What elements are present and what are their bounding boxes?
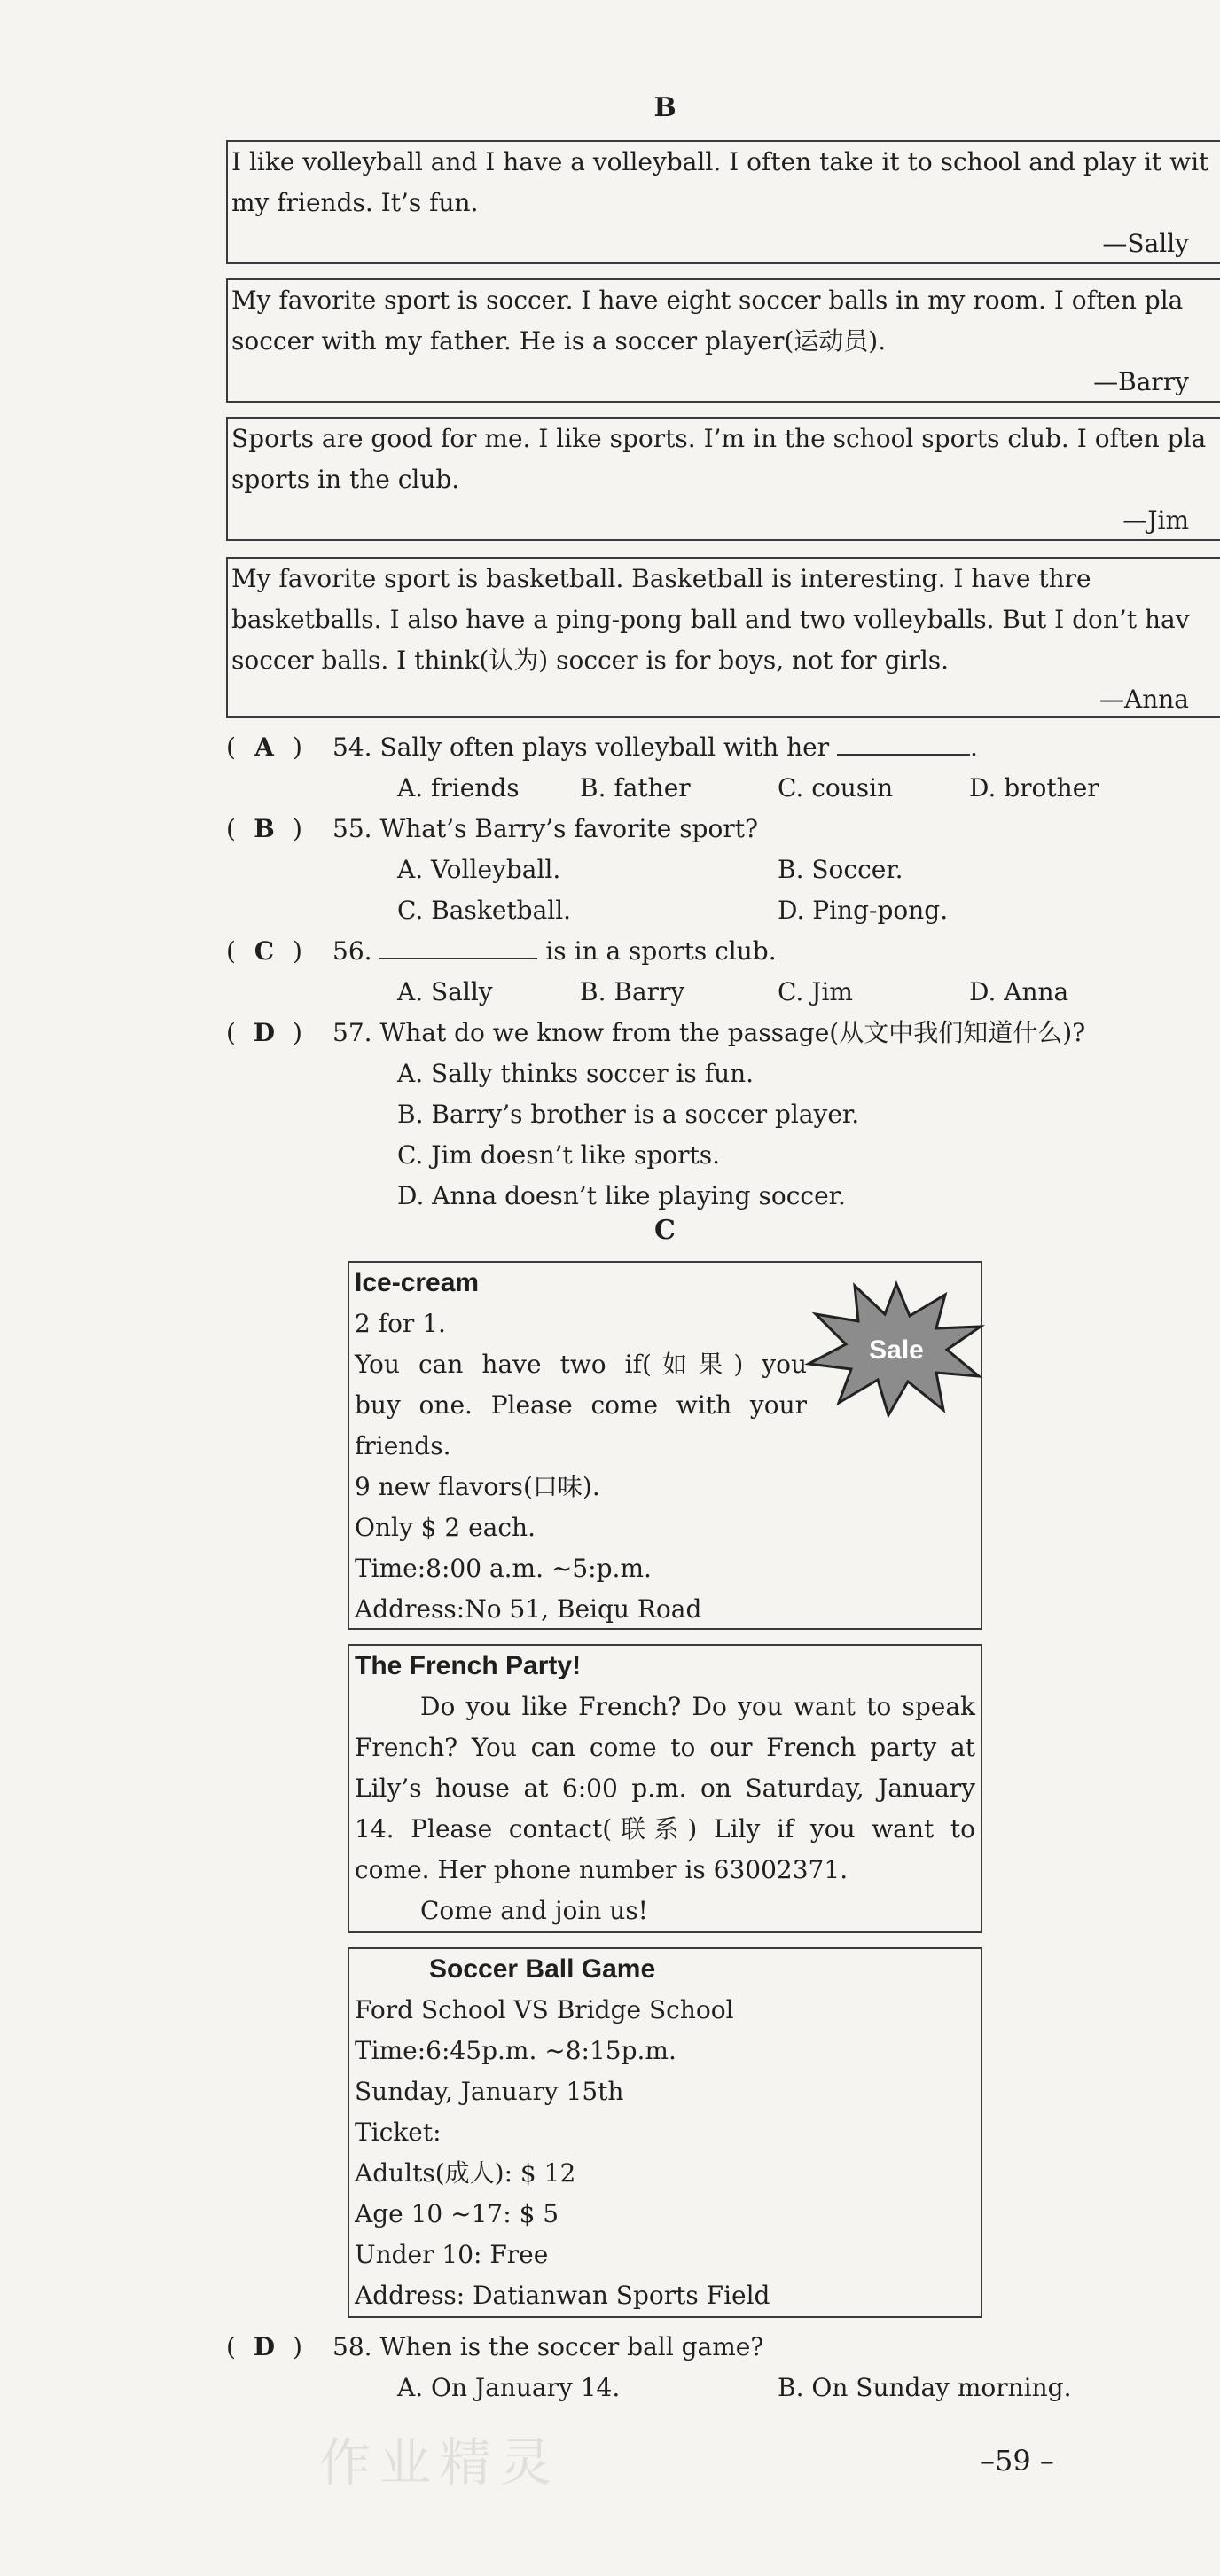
ad-line: Do you like French? Do you want to speak (420, 1692, 975, 1721)
ad-line: Age 10 ~17: $ 5 (355, 2199, 559, 2228)
option-d: D. brother (969, 773, 1099, 803)
question-text: What’s Barry’s favorite sport? (379, 814, 758, 843)
passage-author: —Barry (1093, 367, 1189, 396)
ad-line: friends. (355, 1431, 451, 1460)
ad-line: 2 for 1. (355, 1309, 446, 1338)
passage-author: —Anna (1099, 685, 1189, 714)
ad-line: Time:8:00 a.m. ~5:p.m. (355, 1554, 652, 1583)
option-b: B. Soccer. (778, 855, 903, 884)
answer-57: D (253, 1018, 276, 1047)
question-number: 58. (332, 2332, 372, 2361)
ad-line: come. Her phone number is 63002371. (355, 1855, 849, 1884)
ad-line: buy one. Please come with your (355, 1390, 807, 1420)
option-a: A. Sally (397, 977, 493, 1006)
question-number: 56. (332, 936, 372, 966)
passage-anna (226, 557, 1220, 718)
passage-line: My favorite sport is basketball. Basketball is interesting. I have thre (231, 564, 1091, 593)
ad-line: Under 10: Free (355, 2240, 549, 2269)
passage-line: my friends. It’s fun. (231, 188, 479, 217)
ad-line: Ford School VS Bridge School (355, 1995, 734, 2024)
option-c: C. cousin (778, 773, 894, 803)
ad-title: Ice-cream (355, 1268, 480, 1297)
option-b: B. Barry’s brother is a soccer player. (397, 1100, 860, 1129)
passage-line: Sports are good for me. I like sports. I’m in the school sports club. I often pla (231, 424, 1207, 453)
answer-58: D (253, 2332, 276, 2361)
option-c: C. Basketball. (397, 896, 572, 925)
question-58: ( D ) 58. When is the soccer ball game? (226, 2327, 763, 2368)
question-end: . (969, 732, 978, 762)
ad-line: Come and join us! (420, 1896, 648, 1925)
passage-line: I like volleyball and I have a volleyball. I often take it to school and play it wit (231, 147, 1209, 176)
answer-54: A (254, 732, 274, 762)
option-a: A. On January 14. (397, 2373, 621, 2402)
question-55: ( B ) 55. What’s Barry’s favorite sport? (226, 809, 758, 850)
passage-sally (226, 140, 1220, 264)
option-b: B. father (580, 773, 691, 803)
soccer-game-ad (348, 1947, 982, 2318)
ad-title: The French Party! (355, 1651, 582, 1680)
option-a: A. friends (397, 773, 520, 803)
option-b: B. On Sunday morning. (778, 2373, 1072, 2402)
ad-line: Adults(成人): $ 12 (355, 2158, 576, 2188)
passage-line: soccer with my father. He is a soccer player(运动员). (231, 326, 887, 356)
icecream-ad (348, 1261, 982, 1630)
question-text: When is the soccer ball game? (379, 2332, 764, 2361)
option-c: C. Jim (778, 977, 853, 1006)
ad-title: Soccer Ball Game (429, 1954, 656, 1984)
section-b-heading: B (653, 92, 676, 123)
answer-blank (379, 958, 537, 959)
option-a: A. Sally thinks soccer is fun. (397, 1059, 755, 1088)
passage-jim (226, 417, 1220, 541)
ad-line: 9 new flavors(口味). (355, 1472, 600, 1501)
ad-line: Sunday, January 15th (355, 2077, 624, 2106)
passage-author: —Jim (1122, 505, 1189, 535)
ad-line: Time:6:45p.m. ~8:15p.m. (355, 2036, 676, 2065)
sale-starburst-icon (803, 1277, 989, 1419)
ad-line: Address:No 51, Beiqu Road (355, 1594, 702, 1624)
ad-line: You can have two if(如果) you (355, 1350, 807, 1379)
question-text: Sally often plays volleyball with her (379, 732, 830, 762)
sale-label: Sale (869, 1335, 924, 1365)
passage-barry (226, 278, 1220, 403)
passage-author: —Sally (1102, 229, 1189, 258)
option-d: D. Ping-pong. (778, 896, 949, 925)
option-a: A. Volleyball. (397, 855, 561, 884)
section-c-heading: C (654, 1215, 676, 1246)
option-d: D. Anna (969, 977, 1069, 1006)
watermark: 作业精灵 (319, 2432, 561, 2493)
french-party-ad (348, 1644, 982, 1933)
passage-line: My favorite sport is soccer. I have eight soccer balls in my room. I often pla (231, 286, 1184, 315)
passage-line: basketballs. I also have a ping-pong ball and two volleyballs. But I don’t hav (231, 605, 1190, 634)
question-57: ( D ) 57. What do we know from the passage(从文中我们知道什么)? (226, 1013, 1085, 1053)
ad-line: 14. Please contact(联系) Lily if you want to (355, 1814, 975, 1844)
answer-blank (837, 754, 970, 756)
question-54: ( A ) 54. Sally often plays volleyball with her . (226, 727, 978, 768)
passage-line: soccer balls. I think(认为) soccer is for boys, not for girls. (231, 646, 950, 675)
ad-line: Only $ 2 each. (355, 1513, 536, 1542)
option-b: B. Barry (580, 977, 685, 1006)
passage-line: sports in the club. (231, 465, 460, 494)
ad-line: French? You can come to our French party at (355, 1733, 975, 1762)
question-number: 57. (332, 1018, 372, 1047)
option-c: C. Jim doesn’t like sports. (397, 1140, 721, 1170)
page-number: –59 – (981, 2444, 1054, 2478)
option-d: D. Anna doesn’t like playing soccer. (397, 1181, 846, 1210)
question-56: ( C ) 56. is in a sports club. (226, 931, 777, 972)
answer-55: B (254, 814, 275, 843)
answer-56: C (254, 936, 275, 966)
ad-line: Address: Datianwan Sports Field (355, 2281, 770, 2310)
ad-line: Lily’s house at 6:00 p.m. on Saturday, January (355, 1773, 975, 1803)
question-number: 54. (332, 732, 372, 762)
question-number: 55. (332, 814, 372, 843)
question-text: is in a sports club. (545, 936, 777, 966)
ad-line: Ticket: (355, 2118, 442, 2147)
question-text: What do we know from the passage(从文中我们知道什么)? (379, 1018, 1086, 1047)
